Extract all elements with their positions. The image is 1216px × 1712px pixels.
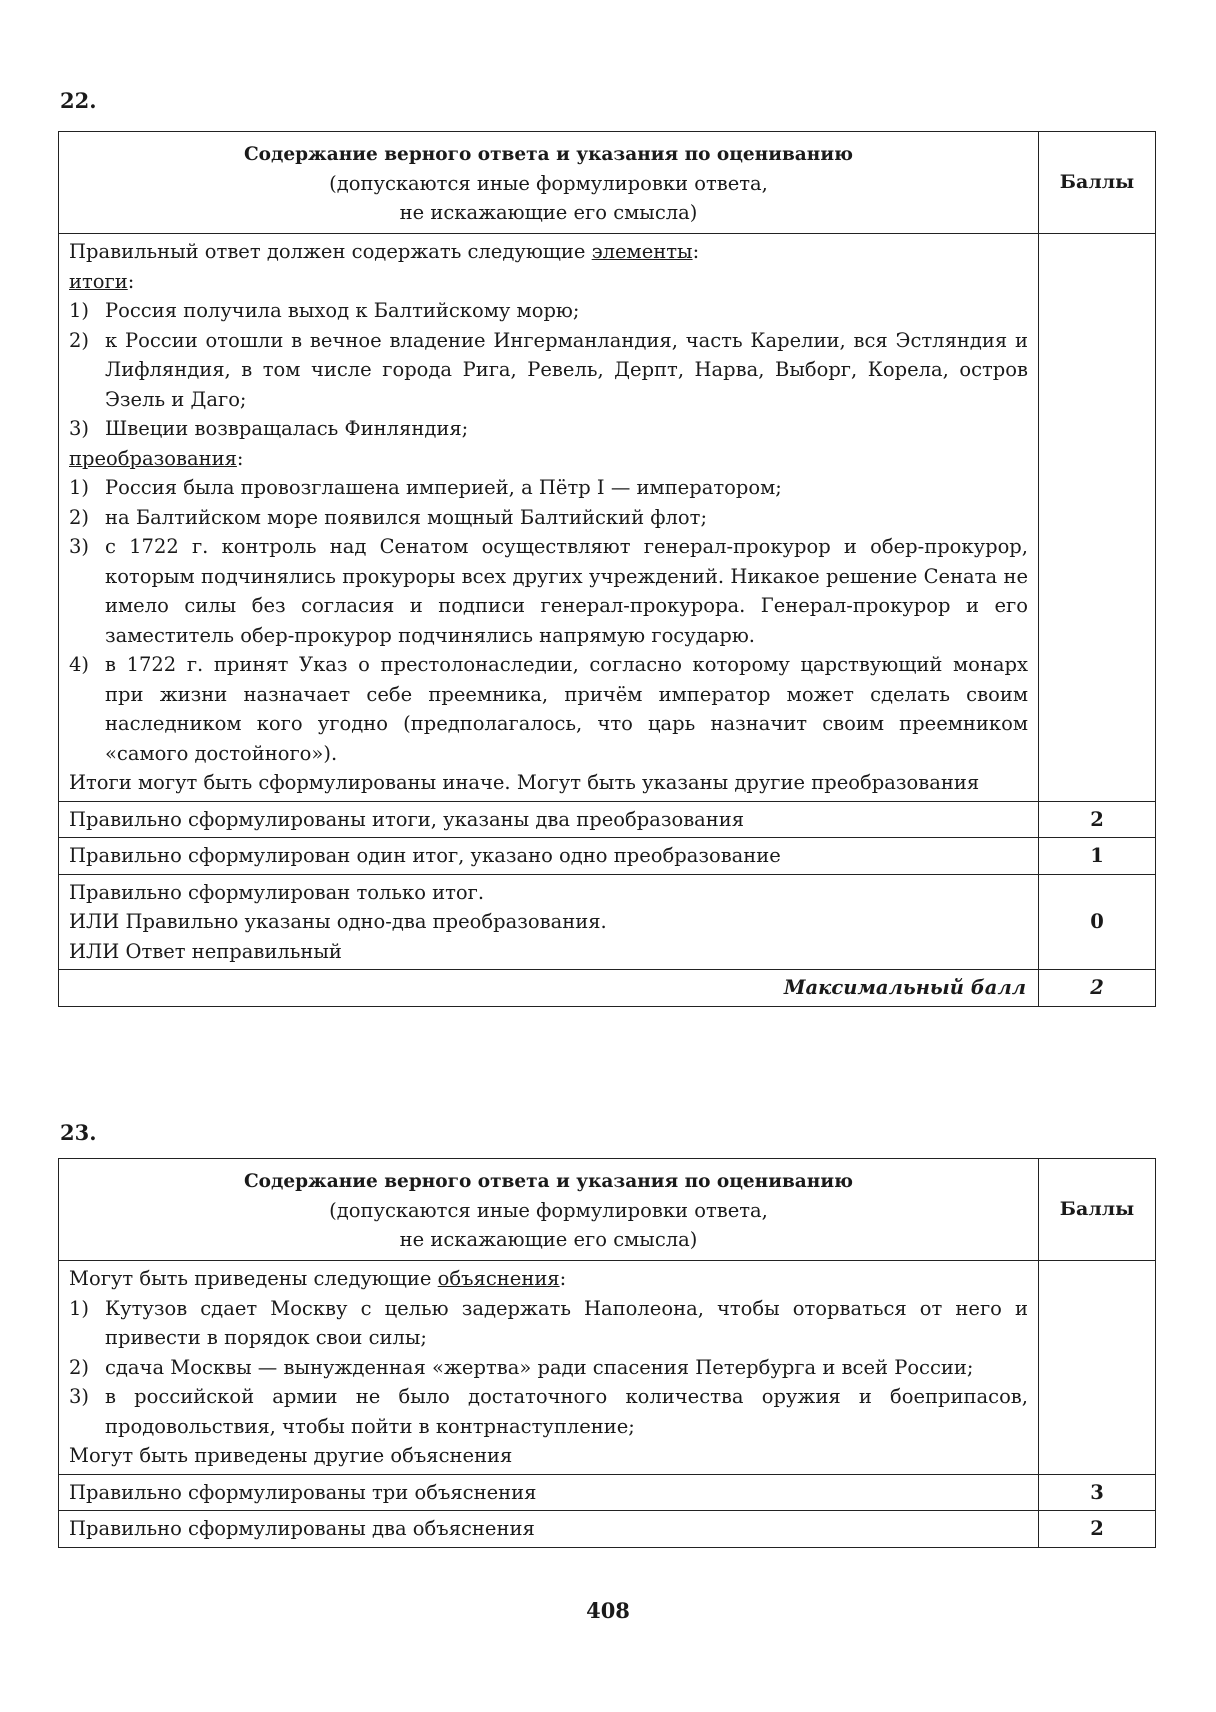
criterion-row (59, 838, 1156, 875)
table-header-row (59, 132, 1156, 234)
criterion-row (59, 801, 1156, 838)
criterion-line: ИЛИ Правильно указаны одно-два преобразования. (69, 910, 607, 933)
list-item (69, 296, 1028, 326)
list-item (69, 1294, 1028, 1353)
item-number: 4) (69, 653, 90, 676)
page-number: 408 (586, 1598, 630, 1623)
list-item (69, 1382, 1028, 1441)
answer-score-cell (1039, 1261, 1156, 1475)
criterion-text (59, 874, 1039, 970)
item-text: на Балтийском море появился мощный Балтийский флот; (105, 505, 708, 529)
answer-content-cell (59, 1261, 1039, 1475)
criterion-score: 2 (1039, 1511, 1156, 1548)
header-note-2: не искажающие его смысла) (399, 201, 698, 224)
max-score-value: 2 (1039, 970, 1156, 1007)
list-item (69, 503, 1028, 533)
header-title: Содержание верного ответа и указания по оцениванию (243, 1171, 854, 1192)
intro-text: Могут быть приведены следующие (69, 1267, 438, 1290)
criterion-text: Правильно сформулированы итоги, указаны два преобразования (59, 801, 1039, 838)
criterion-score: 2 (1039, 801, 1156, 838)
item-number: 1) (69, 476, 90, 499)
criterion-score: 0 (1039, 874, 1156, 970)
header-content-cell (59, 1159, 1039, 1261)
answer-closing: Могут быть приведены другие объяснения (69, 1444, 513, 1467)
answer-content-row (59, 1261, 1156, 1475)
header-title: Содержание верного ответа и указания по оцениванию (243, 144, 854, 165)
reforms-list (69, 473, 1028, 768)
criterion-row (59, 874, 1156, 970)
header-note-1: (допускаются иные формулировки ответа, (329, 1199, 768, 1222)
criterion-score: 1 (1039, 838, 1156, 875)
list-item (69, 1353, 1028, 1383)
criterion-line: Правильно сформулирован только итог. (69, 880, 485, 904)
header-score-cell: Баллы (1039, 132, 1156, 234)
criterion-text: Правильно сформулированы два объяснения (59, 1511, 1039, 1548)
intro-underlined: объяснения (437, 1267, 560, 1290)
header-note-2: не искажающие его смысла) (399, 1228, 698, 1251)
item-text: в 1722 г. принят Указ о престолонаследии, согласно которому царствующий монарх при жизни назначает себе преемника, причём император может сделать своим наследником кого угодно (предполагалось, что царь назначит своим преемником «самого достойного»). (105, 653, 1028, 765)
item-number: 3) (69, 535, 90, 558)
header-score-cell: Баллы (1039, 1159, 1156, 1261)
item-number: 1) (69, 299, 90, 322)
criterion-text: Правильно сформулированы три объяснения (59, 1474, 1039, 1511)
item-number: 3) (69, 1385, 90, 1408)
item-number: 2) (69, 1355, 90, 1379)
task-22-table (58, 131, 1156, 1007)
list-item (69, 414, 1028, 444)
header-note-1: (допускаются иные формулировки ответа, (329, 172, 768, 195)
item-number: 1) (69, 1296, 90, 1320)
answer-score-cell (1039, 234, 1156, 802)
table-header-row (59, 1159, 1156, 1261)
task-22-number: 22. (60, 88, 97, 113)
intro-underlined: элементы (591, 240, 693, 263)
item-number: 2) (69, 328, 90, 352)
criterion-text: Правильно сформулирован один итог, указано одно преобразование (59, 838, 1039, 875)
intro-colon: : (692, 240, 700, 263)
criterion-score: 3 (1039, 1474, 1156, 1511)
item-text: Кутузов сдает Москву с целью задержать Наполеона, чтобы оторваться от него и привести в порядок свои силы; (105, 1296, 1028, 1349)
item-text: Швеции возвращалась Финляндия; (105, 417, 469, 440)
item-text: в российской армии не было достаточного количества оружия и боеприпасов, продовольствия, чтобы пойти в контрнаступление; (105, 1385, 1028, 1438)
intro-text: Правильный ответ должен содержать следующие (69, 240, 592, 263)
answer-content-row (59, 234, 1156, 802)
item-number: 3) (69, 417, 90, 440)
list-item (69, 532, 1028, 650)
criterion-row (59, 1474, 1156, 1511)
answer-intro (69, 237, 1028, 267)
max-score-row (59, 970, 1156, 1007)
answer-closing: Итоги могут быть сформулированы иначе. Могут быть указаны другие преобразования (69, 771, 980, 794)
item-number: 2) (69, 505, 90, 529)
criterion-row (59, 1511, 1156, 1548)
answer-content-cell (59, 234, 1039, 802)
results-label-text: итоги (69, 269, 128, 293)
item-text: Россия была провозглашена империей, а Пётр I — императором; (105, 476, 782, 499)
intro-colon: : (559, 1267, 567, 1290)
max-score-label: Максимальный балл (59, 970, 1039, 1007)
list-item (69, 473, 1028, 503)
results-label: итоги: (69, 269, 135, 293)
item-text: к России отошли в вечное владение Ингерманландия, часть Карелии, вся Эстляндия и Лифляндия, в том числе города Рига, Ревель, Дерпт, Нарва, Выборг, Корела, остров Эзель и Даго; (105, 328, 1028, 411)
reforms-label-text: преобразования (69, 446, 237, 470)
task-23-number: 23. (60, 1120, 97, 1145)
answer-intro (69, 1264, 1028, 1294)
criterion-line: ИЛИ Ответ неправильный (69, 939, 342, 963)
explanations-list (69, 1294, 1028, 1442)
header-content-cell (59, 132, 1039, 234)
list-item (69, 650, 1028, 768)
task-23-table (58, 1158, 1156, 1548)
results-list (69, 296, 1028, 444)
reforms-label: преобразования: (69, 446, 244, 470)
list-item (69, 326, 1028, 415)
item-text: сдача Москвы — вынужденная «жертва» ради спасения Петербурга и всей России; (105, 1355, 974, 1379)
item-text: с 1722 г. контроль над Сенатом осуществляют генерал-прокурор и обер-прокурор, которым подчинялись прокуроры всех других учреждений. Никакое решение Сената не имело силы без согласия и подписи генерал-прокурора. Генерал-прокурор и его заместитель обер-прокурор подчинялись напрямую государю. (105, 535, 1028, 647)
item-text: Россия получила выход к Балтийскому морю; (105, 299, 580, 322)
